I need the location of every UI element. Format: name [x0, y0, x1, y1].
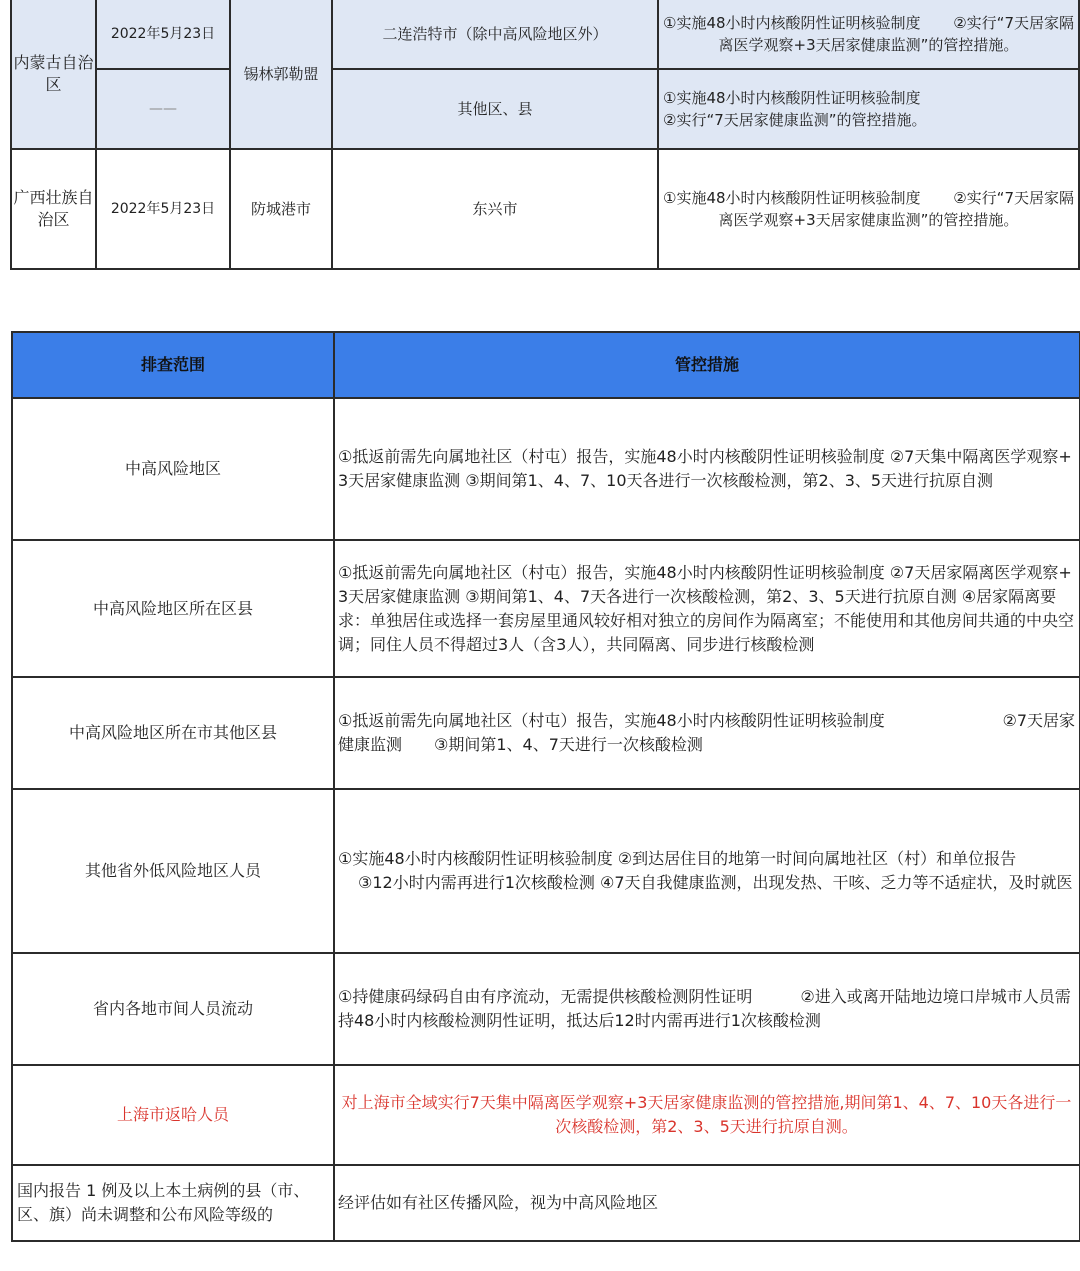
table-row [12, 789, 1080, 953]
table-row [12, 398, 1080, 540]
city-cell: 防城港市 [230, 149, 332, 269]
table-row [12, 1065, 1080, 1165]
measures-cell: ①抵返前需先向属地社区（村屯）报告，实施48小时内核酸阴性证明核验制度 ②7天集中隔离医学观察+3天居家健康监测 ③期间第1、4、7、10天各进行一次核酸检测，第2、3、5天进行抗原自测 [334, 398, 1080, 540]
province-cell: 广西壮族自治区 [11, 149, 96, 269]
measure-text-3: 离医学观察+3天居家健康监测”的管控措施。 [718, 36, 1019, 54]
table-row [11, 0, 1079, 69]
province-cell: 内蒙古自治区 [11, 0, 96, 149]
area-cell: 东兴市 [332, 149, 658, 269]
scope-cell: 中高风险地区 [12, 398, 334, 540]
date-cell: 2022年5月23日 [96, 149, 230, 269]
header-scope: 排查范围 [12, 332, 334, 398]
table-row [11, 69, 1079, 149]
measure-text-3: 离医学观察+3天居家健康监测”的管控措施。 [718, 211, 1019, 229]
measures-cell: ①抵返前需先向属地社区（村屯）报告，实施48小时内核酸阴性证明核验制度 ②7天居家隔离医学观察+3天居家健康监测 ③期间第1、4、7天各进行一次核酸检测，第2、3、5天进行抗原自测 ④居家隔离要求：单独居住或选择一套房屋里通风较好相对独立的房间作为隔离室；不能使用和其他房间共通的中央空调；同住人员不得超过3人（含3人），共同隔离、同步进行核酸检测 [334, 540, 1080, 677]
measures-cell [334, 953, 1080, 1065]
measures-cell [334, 789, 1080, 953]
table-row [12, 953, 1080, 1065]
area-cell: 其他区、县 [332, 69, 658, 149]
table-row [11, 149, 1079, 269]
measure-cell [658, 149, 1079, 269]
measures-text-2: ②进入或离开陆地边境口岸城市人员需持48小时内核酸检测阴性证明，抵达后12时内需再进行1次核酸检测 [338, 987, 1071, 1030]
scope-cell: 国内报告 1 例及以上本土病例的县（市、区、旗）尚未调整和公布风险等级的 [12, 1165, 334, 1241]
table-row [12, 677, 1080, 789]
area-cell: 二连浩特市（除中高风险地区外） [332, 0, 658, 69]
region-table [10, 0, 1080, 270]
measure-text-2: ②实行“7天居家健康监测”的管控措施。 [663, 111, 927, 129]
city-cell: 锡林郭勒盟 [230, 0, 332, 149]
measure-text-1: ①实施48小时内核酸阴性证明核验制度 [663, 89, 921, 107]
measure-text-2: ②实行“7天居家隔 [953, 14, 1074, 32]
scope-cell: 中高风险地区所在区县 [12, 540, 334, 677]
scope-cell: 省内各地市间人员流动 [12, 953, 334, 1065]
header-measures: 管控措施 [334, 332, 1080, 398]
date-cell: —— [96, 69, 230, 149]
control-measures-table [11, 331, 1080, 1242]
measures-text-1: ①实施48小时内核酸阴性证明核验制度 ②到达居住目的地第一时间向属地社区（村）和单位报告 [338, 849, 1017, 868]
measures-cell: 对上海市全域实行7天集中隔离医学观察+3天居家健康监测的管控措施,期间第1、4、7、10天各进行一次核酸检测，第2、3、5天进行抗原自测。 [334, 1065, 1080, 1165]
scope-cell: 中高风险地区所在市其他区县 [12, 677, 334, 789]
measures-text-1: ①持健康码绿码自由有序流动，无需提供核酸检测阴性证明 [338, 987, 753, 1006]
measure-text-1: ①实施48小时内核酸阴性证明核验制度 [663, 14, 921, 32]
table-header-row [12, 332, 1080, 398]
measures-text-2: ②7天居家 [1002, 711, 1075, 730]
measures-cell [334, 677, 1080, 789]
measure-cell [658, 69, 1079, 149]
measures-cell: 经评估如有社区传播风险，视为中高风险地区 [334, 1165, 1080, 1241]
measures-text-2: ③12小时内需再进行1次核酸检测 ④7天自我健康监测，出现发热、干咳、乏力等不适症状，及时就医 [358, 873, 1073, 892]
measure-cell [658, 0, 1079, 69]
measure-text-1: ①实施48小时内核酸阴性证明核验制度 [663, 189, 921, 207]
scope-cell: 上海市返哈人员 [12, 1065, 334, 1165]
measure-text-2: ②实行“7天居家隔 [953, 189, 1074, 207]
measures-text-1: ①抵返前需先向属地社区（村屯）报告，实施48小时内核酸阴性证明核验制度 [338, 711, 885, 730]
measures-text-3: 健康监测 ③期间第1、4、7天进行一次核酸检测 [338, 735, 703, 754]
scope-cell: 其他省外低风险地区人员 [12, 789, 334, 953]
date-cell: 2022年5月23日 [96, 0, 230, 69]
table-row [12, 540, 1080, 677]
table-row [12, 1165, 1080, 1241]
